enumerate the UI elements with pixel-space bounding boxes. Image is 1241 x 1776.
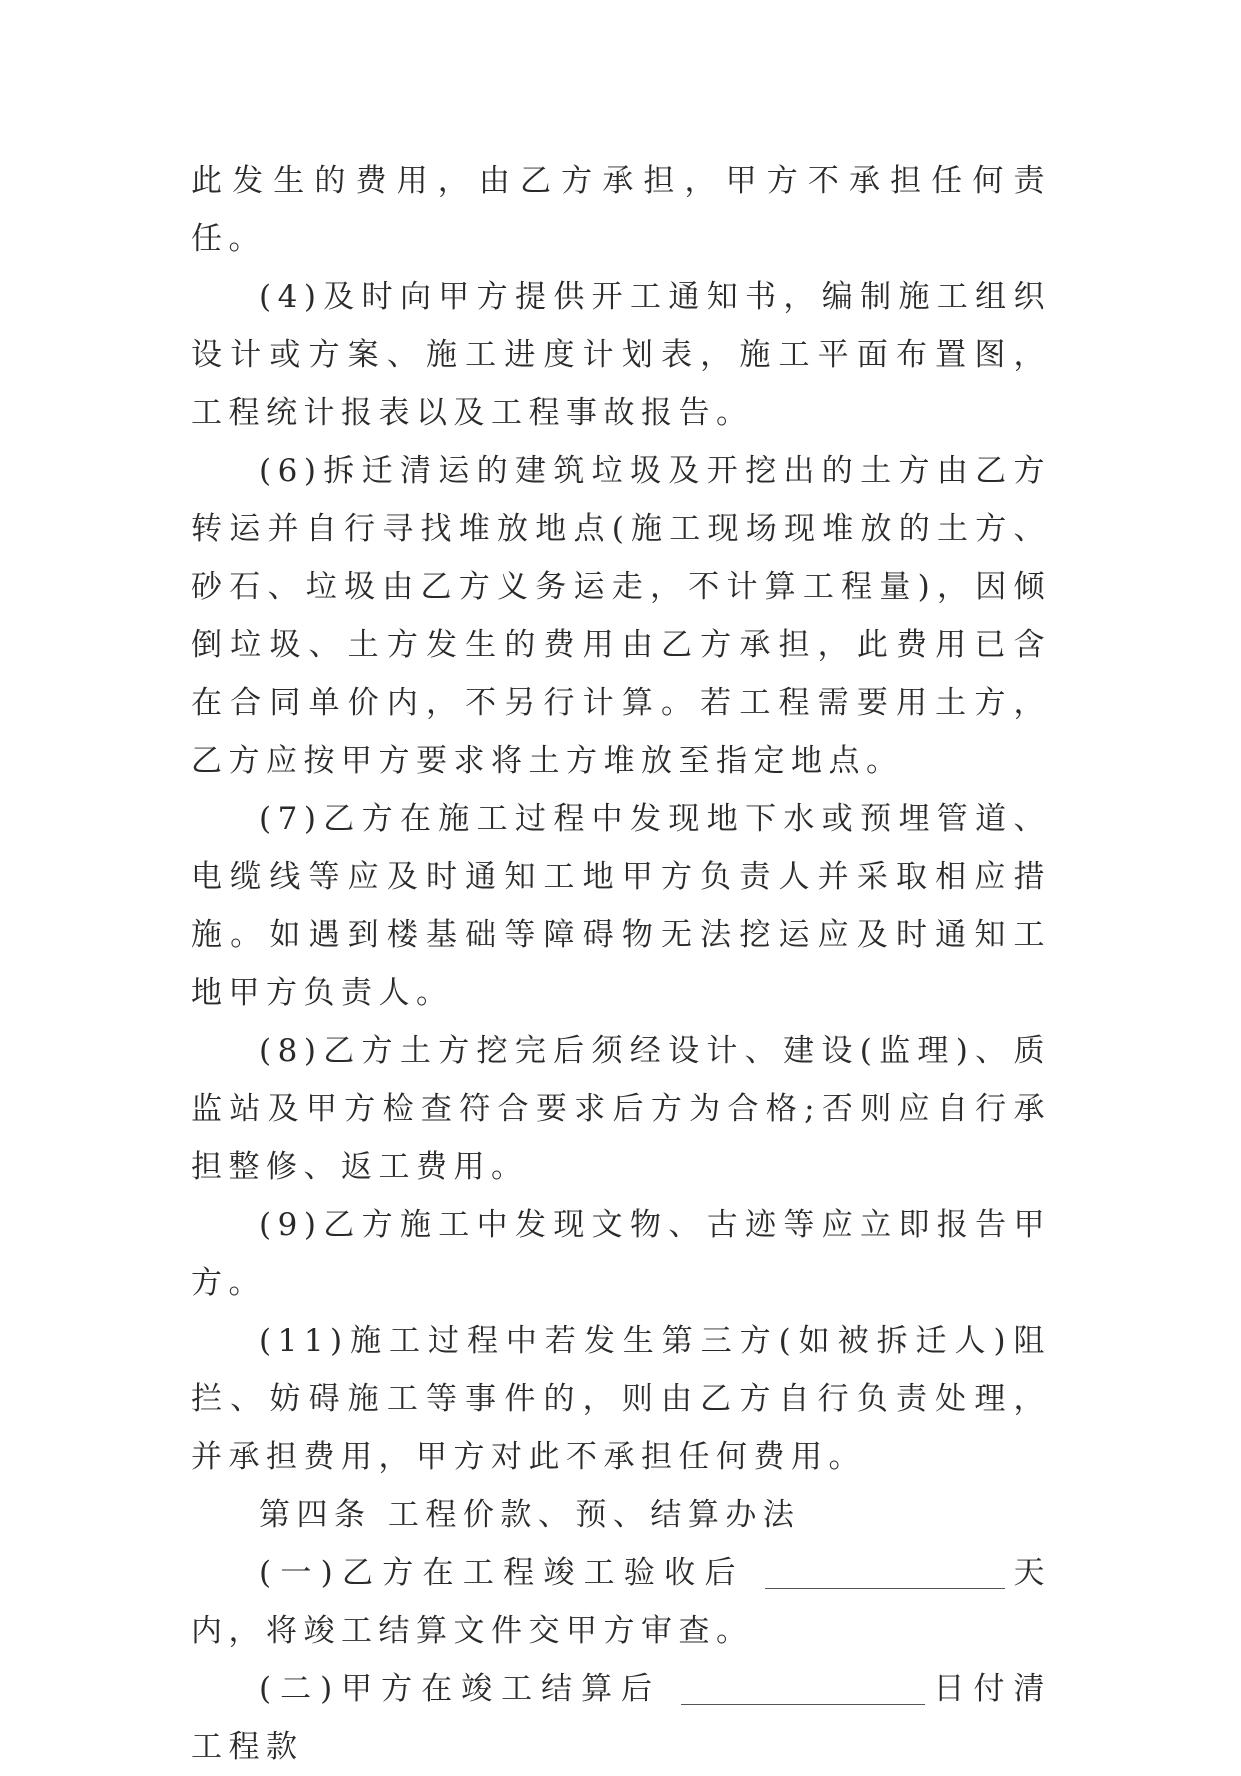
clause-1-after: 天内，将竣工结算文件交甲方审查。 (191, 1555, 1052, 1649)
paragraph-item-11: (11)施工过程中若发生第三方(如被拆迁人)阻拦、妨碍施工等事件的，则由乙方自行负责处理，并承担费用，甲方对此不承担任何费用。 (191, 1323, 1051, 1475)
clause-2-blank-field (681, 1668, 925, 1705)
paragraph-item-6: (6)拆迁清运的建筑垃圾及开挖出的土方由乙方转运并自行寻找堆放地点(施工现场现堆放的土方、砂石、垃圾由乙方义务运走，不计算工程量)，因倾倒垃圾、土方发生的费用由乙方承担，此费用已含在合同单价内，不另行计算。若工程需要用土方，乙方应按甲方要求将土方堆放至指定地点。 (191, 453, 1051, 779)
clause-1 (191, 1544, 1051, 1660)
document-body (191, 152, 1051, 1776)
article-4-heading: 第四条 工程价款、预、结算办法 (259, 1497, 801, 1533)
clause-1-blank-field (765, 1552, 1005, 1589)
paragraph-item-8: (8)乙方土方挖完后须经设计、建设(监理)、质监站及甲方检查符合要求后方为合格;否则应自行承担整修、返工费用。 (191, 1033, 1051, 1185)
clause-1-before: (一)乙方在工程竣工验收后 (259, 1555, 745, 1591)
paragraph-item-4: (4)及时向甲方提供开工通知书，编制施工组织设计或方案、施工进度计划表，施工平面布置图，工程统计报表以及工程事故报告。 (191, 279, 1051, 431)
paragraph-continuation: 此发生的费用，由乙方承担，甲方不承担任何责任。 (191, 163, 1051, 257)
clause-2 (191, 1660, 1051, 1776)
paragraph-item-7: (7)乙方在施工过程中发现地下水或预埋管道、电缆线等应及时通知工地甲方负责人并采取相应措施。如遇到楼基础等障碍物无法挖运应及时通知工地甲方负责人。 (191, 801, 1051, 1011)
clause-2-after: 日付清工程款 (191, 1671, 1052, 1765)
clause-2-before: (二)甲方在竣工结算后 (259, 1671, 662, 1707)
paragraph-item-9: (9)乙方施工中发现文物、古迹等应立即报告甲方。 (191, 1207, 1051, 1301)
